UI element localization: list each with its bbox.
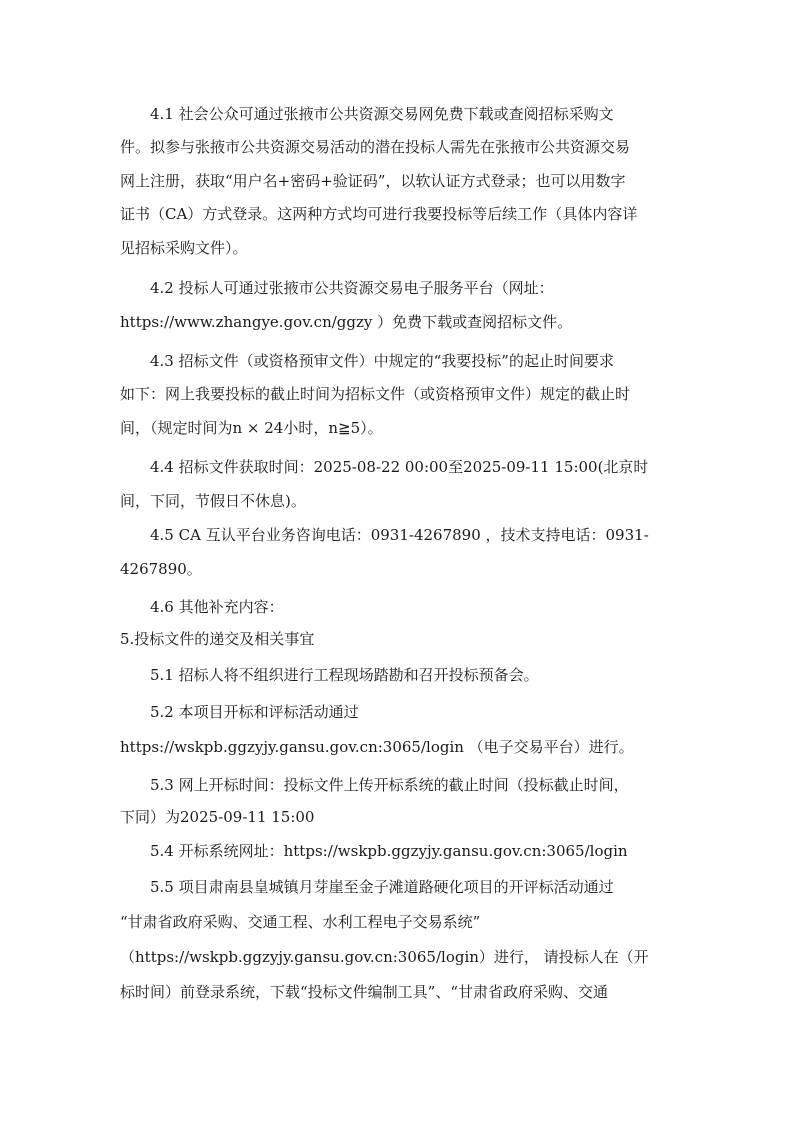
paragraph-4-3-line-2: 如下：网上我要投标的截止时间为招标文件（或资格预审文件）规定的截止时: [120, 385, 631, 403]
paragraph-5-2-line-1: 5.2 本项目开标和评标活动通过: [150, 703, 359, 721]
paragraph-5-5-line-3: （https://wskpb.ggzyjy.gansu.gov.cn:3065/login）进行， 请投标人在（开: [120, 948, 649, 966]
paragraph-5-2-line-2: https://wskpb.ggzyjy.gansu.gov.cn:3065/login （电子交易平台）进行。: [120, 738, 634, 756]
paragraph-4-4-line-2: 间，下同，节假日不休息)。: [120, 492, 306, 510]
paragraph-5-3-line-2: 下同）为2025-09-11 15:00: [120, 808, 315, 826]
paragraph-4-5-line-2: 4267890。: [120, 560, 202, 578]
paragraph-5-3-line-1: 5.3 网上开标时间：投标文件上传开标系统的截止时间（投标截止时间，: [150, 776, 629, 794]
paragraph-4-3-line-1: 4.3 招标文件（或资格预审文件）中规定的“我要投标”的起止时间要求: [150, 352, 614, 370]
paragraph-4-2-line-1: 4.2 投标人可通过张掖市公共资源交易电子服务平台（网址：: [150, 279, 554, 297]
section-5-heading: 5.投标文件的递交及相关事宜: [120, 630, 315, 648]
paragraph-4-1-line-2: 件。拟参与张掖市公共资源交易活动的潜在投标人需先在张掖市公共资源交易: [120, 138, 631, 156]
paragraph-4-2-line-2: https://www.zhangye.gov.cn/ggzy ）免费下载或查阅招标文件。: [120, 313, 573, 331]
paragraph-4-1-line-1: 4.1 社会公众可通过张掖市公共资源交易网免费下载或查阅招标采购文: [150, 105, 614, 123]
paragraph-4-3-line-3: 间，（规定时间为n × 24小时，n≧5）。: [120, 419, 383, 437]
paragraph-4-1-line-4: 证书（CA）方式登录。这两种方式均可进行我要投标等后续工作（具体内容详: [120, 205, 638, 223]
paragraph-4-1-line-5: 见招标采购文件）。: [120, 239, 248, 257]
paragraph-4-4-line-1: 4.4 招标文件获取时间：2025-08-22 00:00至2025-09-11 15:00(北京时: [150, 458, 649, 476]
paragraph-5-4-line-1: 5.4 开标系统网址：https://wskpb.ggzyjy.gansu.gov.cn:3065/login: [150, 842, 628, 860]
paragraph-5-5-line-2: “甘肃省政府采购、交通工程、水利工程电子交易系统”: [120, 913, 481, 931]
paragraph-5-5-line-4: 标时间）前登录系统，下载“投标文件编制工具”、“甘肃省政府采购、交通: [120, 983, 609, 1001]
paragraph-5-5-line-1: 5.5 项目肃南县皇城镇月芽崖至金子滩道路硬化项目的开评标活动通过: [150, 878, 614, 896]
paragraph-5-1-line-1: 5.1 招标人将不组织进行工程现场踏勘和召开投标预备会。: [150, 666, 539, 684]
paragraph-4-5-line-1: 4.5 CA 互认平台业务咨询电话：0931-4267890 ，技术支持电话：0931-: [150, 526, 649, 544]
paragraph-4-1-line-3: 网上注册，获取“用户名+密码+验证码”，以软认证方式登录；也可以用数字: [120, 172, 626, 190]
paragraph-4-6-line-1: 4.6 其他补充内容：: [150, 598, 284, 616]
